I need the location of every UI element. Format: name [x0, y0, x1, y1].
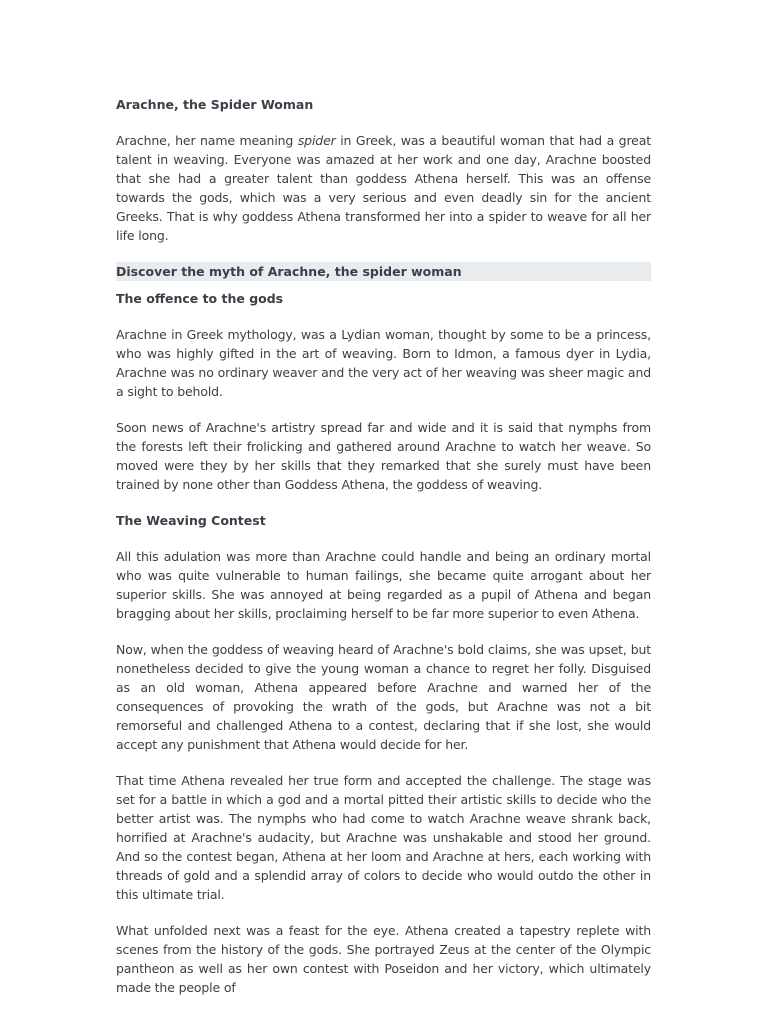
- intro-text-end: in Greek, was a beautiful woman that had a great talent in weaving. Everyone was amazed at her work and one day, Arachne boosted that she had a greater talent than goddess Athena herself. This was an offense towards the gods, which was a very serious and even deadly sin for the ancient Greeks. That is why goddess Athena transformed her into a spider to weave for all her life long.: [116, 133, 651, 243]
- heading-weaving-contest: The Weaving Contest: [116, 513, 266, 528]
- document-page: [116, 95, 651, 1014]
- paragraph: That time Athena revealed her true form and accepted the challenge. The stage was set for a battle in which a god and a mortal pitted their artistic skills to decide who the better artist was. The nymphs who had come to watch Arachne weave shrank back, horrified at Arachne's audacity, but Arachne was unshakable and stood her ground. And so the contest began, Athena at her loom and Arachne at hers, each working with threads of gold and a splendid array of colors to decide who would outdo the other in this ultimate trial.: [116, 773, 651, 902]
- section-banner: Discover the myth of Arachne, the spider woman: [116, 262, 651, 281]
- paragraph: What unfolded next was a feast for the eye. Athena created a tapestry replete with scenes from the history of the gods. She portrayed Zeus at the center of the Olympic pantheon as well as her own contest with Poseidon and her victory, which ultimately made the people of: [116, 923, 651, 995]
- document-title: Arachne, the Spider Woman: [116, 97, 314, 112]
- intro-paragraph: [116, 131, 651, 245]
- paragraph: Soon news of Arachne's artistry spread far and wide and it is said that nymphs from the forests left their frolicking and gathered around Arachne to watch her weave. So moved were they by her skills that they remarked that she surely must have been trained by none other than Goddess Athena, the goddess of weaving.: [116, 420, 651, 492]
- paragraph: All this adulation was more than Arachne could handle and being an ordinary mortal who was quite vulnerable to human failings, she became quite arrogant about her superior skills. She was annoyed at being regarded as a pupil of Athena and began bragging about her skills, proclaiming herself to be far more superior to even Athena.: [116, 549, 651, 621]
- intro-emphasis: spider: [297, 133, 336, 148]
- heading-offence: The offence to the gods: [116, 291, 284, 306]
- paragraph: Arachne in Greek mythology, was a Lydian woman, thought by some to be a princess, who was highly gifted in the art of weaving. Born to Idmon, a famous dyer in Lydia, Arachne was no ordinary weaver and the very act of her weaving was sheer magic and a sight to behold.: [116, 327, 651, 399]
- intro-text-start: Arachne, her name meaning: [116, 133, 298, 148]
- paragraph: Now, when the goddess of weaving heard of Arachne's bold claims, she was upset, but nonetheless decided to give the young woman a chance to regret her folly. Disguised as an old woman, Athena appeared before Arachne and warned her of the consequences of provoking the wrath of the gods, but Arachne was not a bit remorseful and challenged Athena to a contest, declaring that if she lost, she would accept any punishment that Athena would decide for her.: [116, 642, 651, 752]
